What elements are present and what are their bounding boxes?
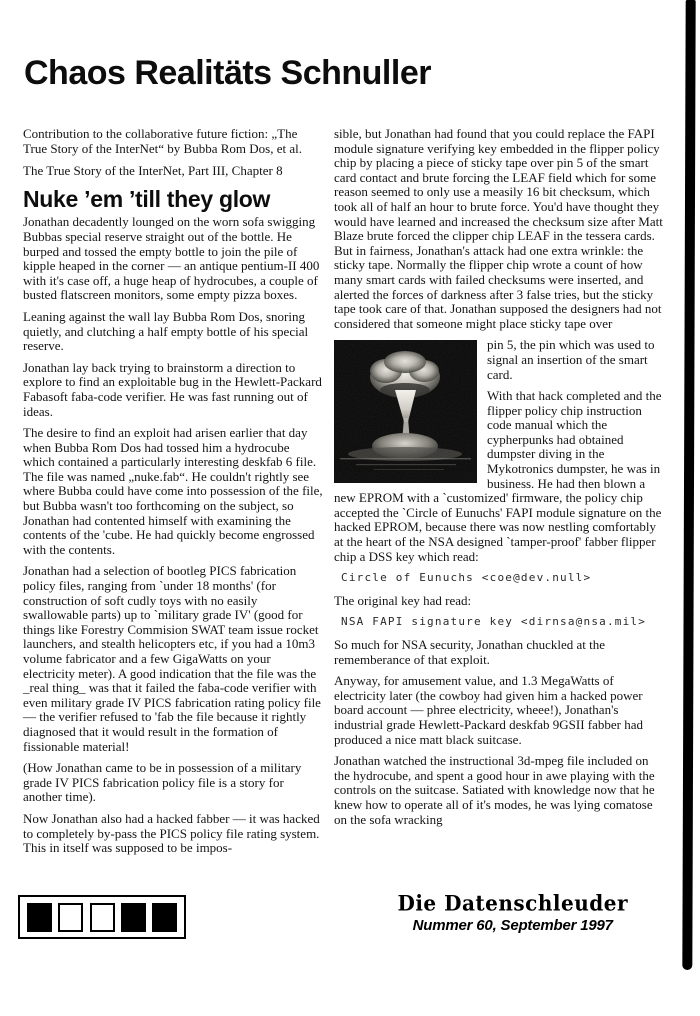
registration-square-empty — [90, 903, 115, 932]
left-paragraph-3: Jonathan lay back trying to brainstorm a direction to explore to find an exploitable bug in the Hewlett-Packard Fabasoft faba-code verifier. He was fast running out of ideas. — [23, 359, 322, 419]
left-paragraph-4: The desire to find an exploit had arisen earlier that day when Bubba Rom Dos had tossed him a hydrocube which contained a particularly interesting deskfab 6 file. The file was named „nuke.fab“. He couldn't rightly see where Bubba could have come into possession of the file, but Bubba wasn't too forthcoming on the subject, so Jonathan had contented himself with examining the contents of the 'cube. He had quickly become engrossed with the contents. — [23, 425, 323, 557]
registration-square-filled — [27, 903, 52, 932]
right-paragraph-after-2: Anyway, for amusement value, and 1.3 MegaWatts of electricity later (the cowboy had given him a hacked power board account — phree electricity, wheee!), Jonathan's industrial grade Hewlett-Packard deskfab 9GSII fabber had produced a nice matt black suitcase. — [334, 673, 643, 747]
page-title: Chaos Realitäts Schnuller — [24, 54, 431, 92]
dss-key-line: Circle of Eunuchs <coe@dev.null> — [341, 571, 592, 585]
issue-line: Nummer 60, September 1997 — [412, 917, 613, 934]
right-paragraph-after-1: So much for NSA security, Jonathan chuckled at the rememberance of that exploit. — [334, 637, 606, 667]
imprint-block — [397, 891, 628, 934]
right-paragraph-after-3: Jonathan watched the instructional 3d-mpeg file included on the hydrocube, and spent a good hour in awe playing with the controls on the suitcase. Satiated with knowledge now that he knew how to operate all of it's modes, he was lying comatose on the sofa wracking — [334, 753, 655, 827]
right-paragraph-hack: With that hack completed and the flipper policy chip instruction code manual which the cypherpunks had obtained dumpster diving in the Mykotronics dumpster, he was in business. He had then blown a new EPROM with a `customized' firmware, the policy chip accepted the `Circle of Eunuchs' FAPI module signature on the hacked EPROM, because there was now nestling comfortably at the heart of the NSA designed `tamper-proof' fabber flipper chip a DSS key which read: — [334, 388, 662, 564]
article-columns — [23, 127, 700, 863]
nsa-key-line: NSA FAPI signature key <dirnsa@nsa.mil> — [341, 615, 647, 629]
section-heading: Nuke ’em ’till they glow — [23, 185, 271, 212]
left-paragraph-1: Jonathan decadently lounged on the worn sofa swigging Bubbas special reserve straight out of the bottle. He burped and tossed the empty bottle to join the pile of kipple heaped in the corner — an antique pentium-II 400 with it's case off, a huge heap of hydrocubes, a couple of busted flatscreen monitors, some empty pizza boxes. — [23, 214, 320, 303]
nuclear-explosion-photo — [334, 340, 477, 483]
print-registration-marks — [18, 895, 186, 939]
page-footer — [0, 891, 700, 951]
right-paragraph-between-keys: The original key had read: — [334, 592, 472, 608]
left-paragraph-5: Jonathan had a selection of bootleg PICS fabrication policy files, ranging from `under 18 months' (for construction of soft cudly toys with no easily swallowable parts) up to `military grade IV' (good for things like Forestry Commision SWAT team issue rocket launchers, and stealth helicopters etc, if you had a 10m3 volume fabricator and a few GigaWatts on your electricity meter). A good indication that the file was the _real thing_ was that it failed the faba-code verifier with even military grade IV PICS fabrication rating policy file — the verifier refused to 'fab the file because it rightly diagnosed that it would result in the formation of fissionable material! — [23, 563, 321, 754]
left-paragraph-6: (How Jonathan came to be in possession of a military grade IV PICS fabrication policy file is a story for another time). — [23, 760, 302, 805]
magazine-name: Die Datenschleuder — [397, 890, 628, 916]
left-column — [23, 127, 324, 863]
left-paragraph-2: Leaning against the wall lay Bubba Rom Dos, snoring quietly, and clutching a half empty bottle of his special reserve. — [23, 308, 309, 354]
intro-line-1: Contribution to the collaborative future fiction: „The True Story of the InterNet“ by Bubba Rom Dos, et al. — [23, 126, 302, 156]
registration-square-filled — [152, 903, 177, 932]
right-paragraph-wrap: pin 5, the pin which was used to signal an insertion of the smart card. — [487, 337, 655, 382]
left-paragraph-7: Now Jonathan also had a hacked fabber — it was hacked to completely by-pass the PICS policy file rating system. This in itself was supposed to be impos- — [23, 810, 320, 856]
right-paragraph-top: sible, but Jonathan had found that you could replace the FAPI module signature verifying key embedded in the flipper policy chip by placing a piece of sticky tape over pin 5 of the smart card contact and brute forcing the LEAF field which for some reason seemed to only use a measily 16 bit checksum, which took all of half an hour to brute force. You'd have thought they would have learned and increased the checksum size after Matt Blaze brute forced the clipper chip LEAF in the tessera cards. But in fairness, Jonathan's attack had one extra wrinkle: the sticky tape. Normally the flipper chip wrote a count of how many smart cards with failed checksums were inserted, and alerted the forces of darkness after 3 false tries, but the sticky tape took care of that. Jonathan supposed the designers had not considered that someone might place sticky tape over — [334, 126, 663, 331]
photo-wrap-region — [334, 338, 664, 564]
registration-square-filled — [121, 903, 146, 932]
registration-square-empty — [58, 903, 83, 932]
right-column — [334, 127, 664, 863]
intro-line-2: The True Story of the InterNet, Part III, Chapter 8 — [23, 163, 283, 179]
